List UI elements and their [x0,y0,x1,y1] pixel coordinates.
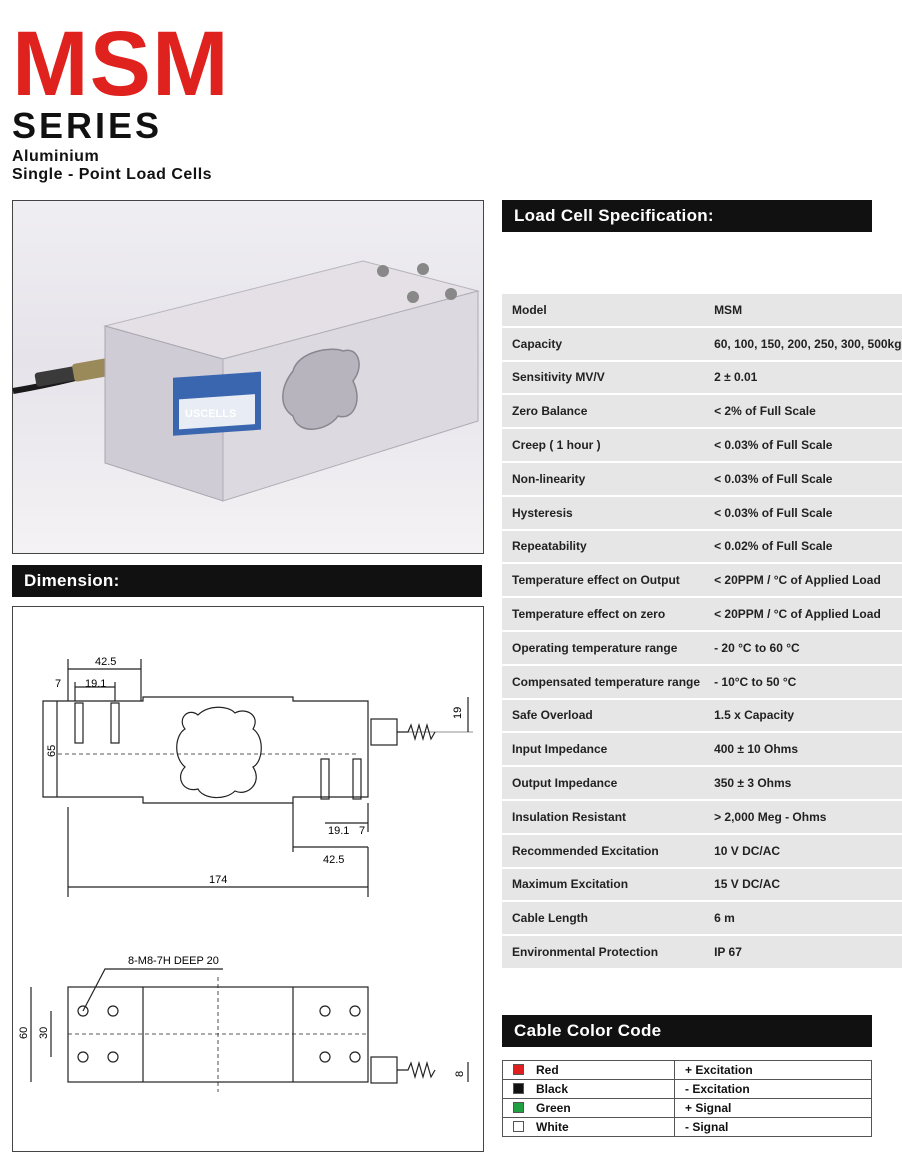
spec-row [502,632,902,664]
cable-row [503,1118,872,1137]
cable-color [503,1118,675,1137]
spec-row [502,294,902,326]
spec-row [502,869,902,901]
spec-value: < 2% of Full Scale [700,395,902,427]
spec-table [502,292,902,970]
cable-table [502,1060,872,1137]
spec-label: Zero Balance [502,395,700,427]
spec-row [502,598,902,630]
spec-row [502,902,902,934]
spec-row [502,395,902,427]
spec-value: MSM [700,294,902,326]
spec-row [502,835,902,867]
spec-value: < 0.03% of Full Scale [700,497,902,529]
spec-value: 350 ± 3 Ohms [700,767,902,799]
cable-color-name: White [536,1120,569,1134]
spec-label: Output Impedance [502,767,700,799]
dim-label-65: 65 [46,744,58,757]
cable-color [503,1080,675,1099]
spec-value: < 0.03% of Full Scale [700,463,902,495]
spec-value: < 20PPM / °C of Applied Load [700,598,902,630]
spec-label: Operating temperature range [502,632,700,664]
spec-label: Compensated temperature range [502,666,700,698]
spec-value: > 2,000 Meg - Ohms [700,801,902,833]
dim-label-30: 30 [38,1026,50,1039]
cable-color-name: Black [536,1082,569,1096]
spec-row [502,362,902,394]
dim-label-174: 174 [209,874,228,886]
cable-function: - Signal [675,1118,872,1137]
series-word: SERIES [12,105,163,146]
spec-row [502,328,902,360]
spec-value: 60, 100, 150, 200, 250, 300, 500kg [700,328,902,360]
spec-row [502,936,902,968]
dim-label-42-5-top: 42.5 [95,656,117,668]
color-swatch-icon [513,1102,524,1113]
spec-label: Input Impedance [502,733,700,765]
cable-color-name: Red [536,1063,559,1077]
cable-function: + Signal [675,1099,872,1118]
spec-label: Environmental Protection [502,936,700,968]
spec-value: 10 V DC/AC [700,835,902,867]
spec-value: 15 V DC/AC [700,869,902,901]
dimension-svg [13,607,483,1151]
spec-row [502,463,902,495]
dim-label-8: 8 [454,1070,466,1077]
spec-label: Model [502,294,700,326]
dim-label-60: 60 [18,1026,30,1039]
spec-value: < 0.03% of Full Scale [700,429,902,461]
spec-value: 400 ± 10 Ohms [700,733,902,765]
dim-label-7-top: 7 [55,678,62,690]
spec-row [502,531,902,563]
dimension-drawing [12,606,484,1152]
spec-value: 2 ± 0.01 [700,362,902,394]
dim-label-7-bottom: 7 [359,825,366,837]
spec-label: Hysteresis [502,497,700,529]
dim-label-42-5-bottom: 42.5 [323,854,345,866]
load-cell-illustration [13,201,483,553]
color-swatch-icon [513,1121,524,1132]
spec-label: Temperature effect on zero [502,598,700,630]
spec-label: Capacity [502,328,700,360]
spec-label: Creep ( 1 hour ) [502,429,700,461]
cable-color [503,1061,675,1080]
spec-value: 1.5 x Capacity [700,700,902,732]
spec-label: Sensitivity MV/V [502,362,700,394]
cable-row [503,1080,872,1099]
spec-row [502,700,902,732]
product-photo [12,200,484,554]
cable-heading: Cable Color Code [502,1015,872,1047]
spec-row [502,666,902,698]
cable-row [503,1099,872,1118]
cable-color-name: Green [536,1101,571,1115]
thread-note: 8-M8-7H DEEP 20 [128,955,219,967]
spec-heading: Load Cell Specification: [502,200,872,232]
spec-label: Maximum Excitation [502,869,700,901]
spec-label: Safe Overload [502,700,700,732]
spec-row [502,429,902,461]
spec-value: - 20 °C to 60 °C [700,632,902,664]
series-title: MSM [12,13,230,115]
cable-function: + Excitation [675,1061,872,1080]
spec-value: < 20PPM / °C of Applied Load [700,564,902,596]
color-swatch-icon [513,1083,524,1094]
spec-row [502,564,902,596]
spec-label: Repeatability [502,531,700,563]
spec-row [502,767,902,799]
subtitle-material: Aluminium [12,148,100,165]
cable-function: - Excitation [675,1080,872,1099]
cable-row [503,1061,872,1080]
spec-value: 6 m [700,902,902,934]
dim-label-19-1-top: 19.1 [85,678,107,690]
spec-row [502,733,902,765]
spec-label: Temperature effect on Output [502,564,700,596]
dimension-heading: Dimension: [12,565,482,597]
spec-label: Recommended Excitation [502,835,700,867]
color-swatch-icon [513,1064,524,1075]
spec-value: < 0.02% of Full Scale [700,531,902,563]
spec-label: Insulation Resistant [502,801,700,833]
dim-label-19-right: 19 [452,706,464,719]
spec-value: IP 67 [700,936,902,968]
brand-logo-text: USCELLS [185,408,237,420]
subtitle-type: Single - Point Load Cells [12,166,213,183]
spec-value: - 10°C to 50 °C [700,666,902,698]
spec-label: Cable Length [502,902,700,934]
dim-label-19-1-bottom: 19.1 [328,825,350,837]
cable-color [503,1099,675,1118]
spec-row [502,801,902,833]
spec-row [502,497,902,529]
spec-label: Non-linearity [502,463,700,495]
